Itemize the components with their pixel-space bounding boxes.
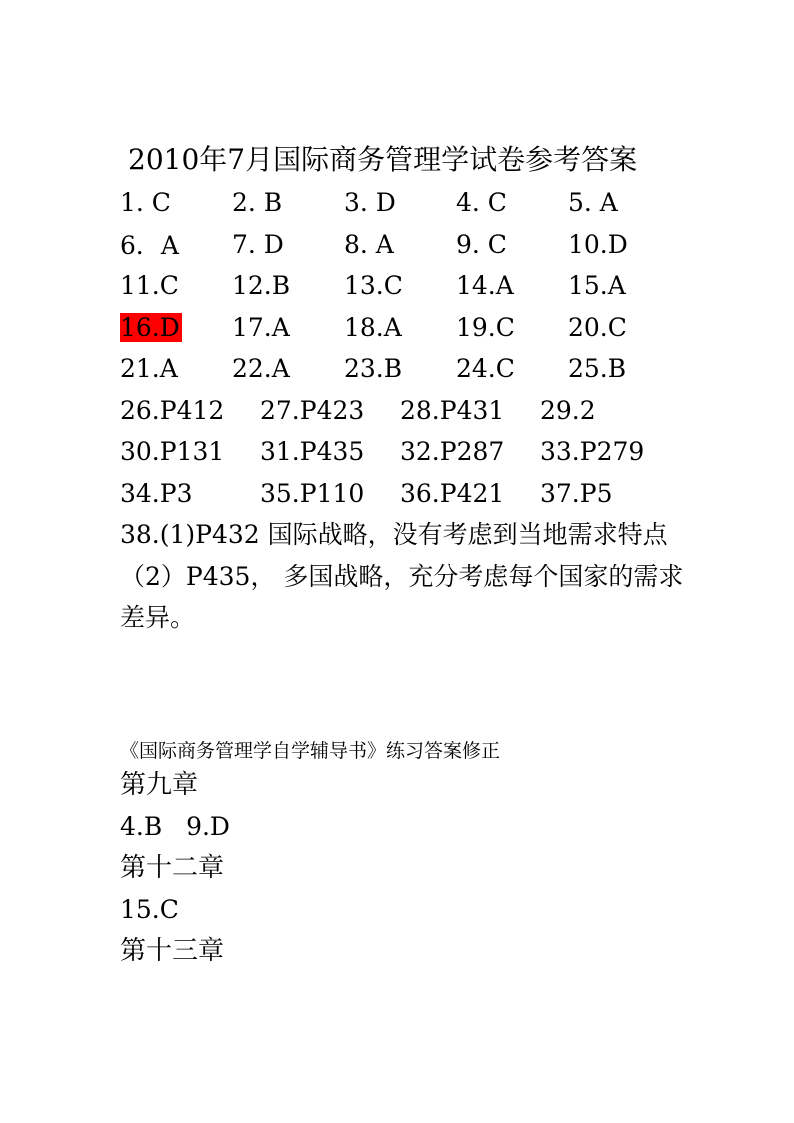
page-ref-row (120, 473, 700, 515)
page-ref-item: 30.P131 (120, 437, 225, 467)
answer-item: 25.B (568, 354, 627, 384)
answer-item: 7. D (232, 229, 284, 259)
answer-item: 15.A (568, 271, 626, 301)
highlighted-answer: 16.D (120, 312, 180, 342)
answer-item: 24.C (456, 354, 515, 384)
answer-item: 18.A (344, 312, 402, 342)
answer-item: 10.D (568, 229, 628, 259)
answer-row (120, 224, 700, 266)
chapter-answers: 15.C (120, 895, 179, 924)
page-ref-item: 31.P435 (260, 437, 365, 467)
answer-item: 21.A (120, 354, 178, 384)
answer-row (120, 265, 700, 307)
page-ref-item: 26.P412 (120, 395, 225, 425)
answer-item: 5. A (568, 188, 618, 218)
page-ref-row (120, 390, 700, 432)
answer-item: 3. D (344, 188, 396, 218)
corrections-subtitle: 《国际商务管理学自学辅导书》练习答案修正 (120, 739, 501, 762)
answer-item: 6．A (120, 231, 179, 261)
document-page (120, 140, 700, 972)
answer-item: 20.C (568, 312, 627, 342)
chapter-answers: 4.B 9.D (120, 812, 230, 841)
q38-part2: （2）P435， 多国战略，充分考虑每个国家的需求差异。 (120, 561, 684, 632)
page-ref-item: 36.P421 (400, 478, 505, 508)
answer-item: 1. C (120, 188, 171, 218)
chapter-heading: 第十三章 (120, 935, 225, 966)
page-ref-item: 35.P110 (260, 478, 365, 508)
answer-item: 2. B (232, 188, 283, 218)
answer-item: 13.C (344, 271, 403, 301)
answer-row (120, 348, 700, 390)
q38-part1: 38.(1)P432 国际战略，没有考虑到当地需求特点 (120, 520, 668, 549)
page-ref-item: 33.P279 (540, 437, 645, 467)
answer-row (120, 182, 700, 224)
answer-item: 9. C (456, 229, 507, 259)
chapter-heading: 第九章 (120, 769, 199, 800)
page-ref-item: 32.P287 (400, 437, 505, 467)
answer-row (120, 307, 700, 349)
answer-item: 12.B (232, 271, 291, 301)
page-ref-item: 27.P423 (260, 395, 365, 425)
document-title: 2010年7月国际商务管理学试卷参考答案 (128, 143, 638, 176)
answer-item: 8. A (344, 229, 394, 259)
page-ref-row (120, 431, 700, 473)
answer-item: 4. C (456, 188, 507, 218)
page-ref-item: 37.P5 (540, 478, 613, 508)
answer-item: 11.C (120, 271, 179, 301)
answer-item: 14.A (456, 271, 514, 301)
page-ref-item: 34.P3 (120, 478, 193, 508)
answer-item-highlighted-wrap (120, 313, 232, 342)
page-ref-item: 28.P431 (400, 395, 505, 425)
page-ref-item: 29.2 (540, 395, 596, 425)
answer-item: 19.C (456, 312, 515, 342)
chapter-heading: 第十二章 (120, 852, 225, 883)
answer-item: 23.B (344, 354, 403, 384)
answer-item: 22.A (232, 354, 290, 384)
answer-item: 17.A (232, 312, 290, 342)
